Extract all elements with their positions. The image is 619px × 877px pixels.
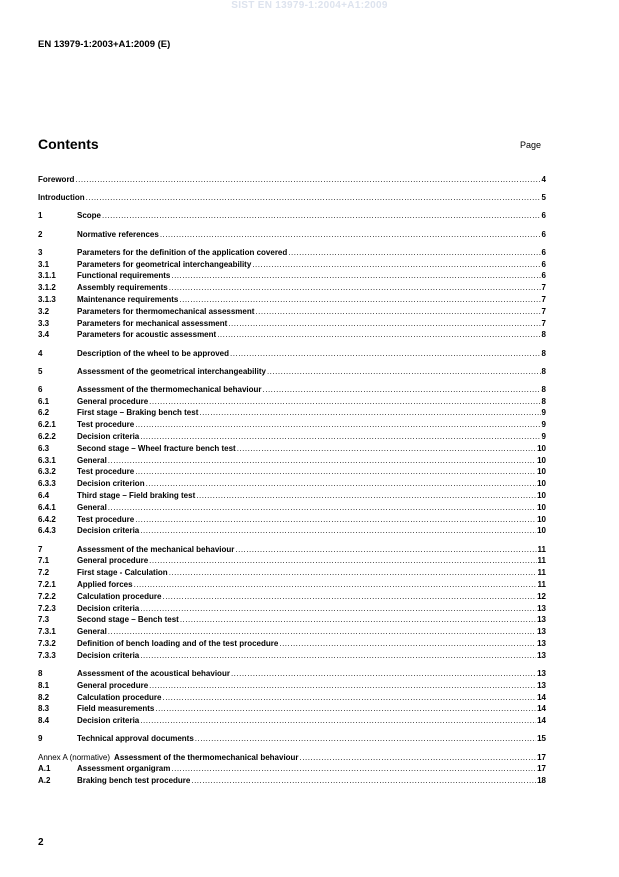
contents-title: Contents [38,136,99,152]
toc-entry-number: 6.3.3 [38,479,56,489]
toc-entry-number: 3.1.1 [38,271,56,281]
toc-leader-dots [169,567,537,579]
toc-entry[interactable] [38,366,546,378]
toc-entry-page: 13 [537,627,546,637]
toc-entry-number: Annex A (normative) [38,752,111,762]
toc-entry[interactable] [38,703,546,715]
toc-entry-number: 6.4.3 [38,526,56,536]
toc-entry-title: Test procedure [77,420,135,430]
toc-entry-page: 11 [537,556,546,566]
toc-entry-number: 6.2.1 [38,420,56,430]
toc-entry-page: 17 [537,752,546,762]
toc-leader-dots [180,614,536,626]
toc-entry[interactable] [38,174,546,186]
toc-entry-page: 6 [541,211,546,221]
toc-entry[interactable] [38,490,546,502]
toc-entry[interactable] [38,466,546,478]
toc-entry[interactable] [38,763,546,775]
toc-entry[interactable] [38,259,546,271]
toc-leader-dots [140,603,536,615]
toc-entry-number: Introduction [38,193,85,203]
toc-leader-dots [160,229,541,241]
toc-entry[interactable] [38,692,546,704]
toc-entry-title: Decision criterion [77,479,145,489]
toc-entry[interactable] [38,329,546,341]
toc-entry[interactable] [38,544,546,556]
toc-entry[interactable] [38,525,546,537]
toc-entry-number: 3.1 [38,259,50,269]
toc-leader-dots [140,431,540,443]
toc-leader-dots [228,318,540,330]
toc-entry-title: Assembly requirements [77,283,168,293]
toc-entry-number: 6.4 [38,491,50,501]
toc-leader-dots [135,514,536,526]
toc-entry-page: 17 [537,764,546,774]
toc-entry[interactable] [38,443,546,455]
toc-leader-dots [135,466,536,478]
toc-entry-number: 8.2 [38,692,50,702]
toc-leader-dots [300,752,537,764]
toc-entry[interactable] [38,294,546,306]
toc-entry[interactable] [38,579,546,591]
toc-leader-dots [140,715,536,727]
toc-entry-page: 13 [537,615,546,625]
toc-entry-title: Test procedure [77,514,135,524]
toc-entry[interactable] [38,384,546,396]
toc-entry-title: Parameters for mechanical assessment [77,318,228,328]
toc-entry-title: Description of the wheel to be approved [77,348,230,358]
toc-leader-dots [135,419,540,431]
toc-entry-number: 5 [38,366,43,376]
toc-entry[interactable] [38,733,546,745]
toc-entry-page: 8 [541,330,546,340]
toc-entry-number: 7.2 [38,568,50,578]
toc-entry-title: General procedure [77,556,149,566]
toc-leader-dots [171,763,536,775]
toc-entry-title: Decision criteria [77,432,140,442]
toc-leader-dots [191,775,536,787]
toc-entry-title: First stage – Braking bench test [77,408,199,418]
toc-entry-page: 10 [537,514,546,524]
toc-entry[interactable] [38,502,546,514]
toc-entry-page: 6 [541,247,546,257]
toc-entry-page: 10 [537,479,546,489]
toc-entry-title: Third stage – Field braking test [77,491,196,501]
toc-entry-title: Decision criteria [77,650,140,660]
toc-entry-title: Second stage – Wheel fracture bench test [77,443,236,453]
toc-entry-number: 3 [38,247,43,257]
toc-entry-page: 10 [537,491,546,501]
toc-entry-page: 13 [537,669,546,678]
toc-entry-page: 7 [541,294,546,304]
toc-leader-dots [146,478,537,490]
toc-entry-number: 7.2.2 [38,591,56,601]
toc-leader-dots [86,192,541,204]
toc-entry-number: 7.3.2 [38,639,56,649]
table-of-contents [38,174,546,787]
toc-leader-dots [263,384,541,396]
page-number: 2 [38,837,44,848]
toc-entry[interactable] [38,229,546,241]
toc-entry-title: Technical approval documents [77,734,194,744]
toc-entry[interactable] [38,567,546,579]
toc-entry-title: Assessment organigram [77,764,171,774]
toc-entry-number: 6.2.2 [38,432,56,442]
toc-leader-dots [267,366,541,378]
toc-leader-dots [140,650,536,662]
toc-leader-dots [199,407,540,419]
toc-entry-number: 7.1 [38,556,50,566]
toc-entry-page: 18 [537,776,546,786]
toc-entry[interactable] [38,419,546,431]
toc-entry[interactable] [38,192,546,204]
toc-entry-number: 7.3.1 [38,627,56,637]
toc-entry-title: Assessment of the mechanical behaviour [77,544,235,554]
toc-entry-title: General [77,627,107,637]
toc-entry-page: 11 [537,580,546,590]
toc-entry-page: 9 [541,432,546,442]
toc-entry-number: 8.4 [38,716,50,726]
toc-entry[interactable] [38,348,546,360]
toc-entry-number: 3.3 [38,318,50,328]
toc-leader-dots [108,502,536,514]
toc-entry-title: Parameters for thermomechanical assessment [77,306,255,316]
toc-entry-title: Normative references [77,229,159,239]
toc-entry-number: 7.3.3 [38,650,56,660]
toc-leader-dots [255,306,540,318]
toc-entry-page: 8 [541,396,546,406]
toc-entry[interactable] [38,650,546,662]
toc-entry-page: 10 [537,455,546,465]
toc-entry-page: 14 [537,716,546,726]
toc-entry-number: 6.3.1 [38,455,56,465]
toc-entry[interactable] [38,282,546,294]
toc-entry[interactable] [38,514,546,526]
toc-entry-page: 12 [537,591,546,601]
toc-leader-dots [169,282,541,294]
toc-entry-title: Assessment of the thermomechanical behaviour [114,752,299,762]
toc-leader-dots [162,692,536,704]
toc-entry-number: 3.4 [38,330,50,340]
toc-entry-number: 9 [38,734,43,744]
toc-entry-page: 15 [537,734,546,744]
toc-entry-title: Assessment of the acoustical behaviour [77,669,230,678]
toc-entry-title: Parameters for the definition of the application covered [77,247,288,257]
toc-entry[interactable] [38,210,546,222]
toc-leader-dots [140,525,536,537]
toc-leader-dots [252,259,540,271]
toc-entry-page: 13 [537,603,546,613]
toc-entry-page: 8 [541,366,546,376]
toc-entry[interactable] [38,247,546,259]
toc-entry[interactable] [38,591,546,603]
toc-entry-title: First stage - Calculation [77,568,168,578]
toc-leader-dots [279,638,536,650]
toc-entry-page: 10 [537,443,546,453]
toc-entry[interactable] [38,715,546,727]
toc-entry-title: Braking bench test procedure [77,776,191,786]
toc-leader-dots [195,733,536,745]
toc-entry[interactable] [38,603,546,615]
toc-entry[interactable] [38,668,546,680]
toc-entry-page: 7 [541,283,546,293]
toc-entry[interactable] [38,752,546,764]
toc-entry-page: 6 [541,229,546,239]
watermark: SIST EN 13979-1:2004+A1:2009 [231,0,388,11]
toc-entry-page: 10 [537,526,546,536]
toc-entry-title: Decision criteria [77,603,140,613]
toc-leader-dots [171,270,540,282]
toc-entry-number: 8.3 [38,704,50,714]
toc-entry-number: 3.1.3 [38,294,56,304]
toc-entry-number: 2 [38,229,43,239]
toc-entry-title: Scope [77,211,102,221]
toc-entry-number: A.1 [38,764,51,774]
toc-entry-page: 14 [537,692,546,702]
toc-leader-dots [155,703,536,715]
toc-entry[interactable] [38,680,546,692]
toc-leader-dots [162,591,536,603]
toc-entry-number: 8 [38,669,43,678]
toc-entry-title: Applied forces [77,580,133,590]
toc-leader-dots [108,626,536,638]
toc-entry-number: 7.3 [38,615,50,625]
toc-entry[interactable] [38,775,546,787]
toc-entry-page: 4 [541,175,546,184]
toc-entry-title: Field measurements [77,704,155,714]
toc-entry-page: 8 [541,384,546,394]
toc-entry-title: Calculation procedure [77,692,162,702]
toc-entry-title: General procedure [77,680,149,690]
toc-entry-number: 6.2 [38,408,50,418]
toc-entry-number: 6.1 [38,396,50,406]
toc-entry-page: 9 [541,420,546,430]
toc-entry-page: 8 [541,348,546,358]
toc-leader-dots [149,555,536,567]
toc-entry-page: 5 [541,193,546,203]
toc-entry-title: Parameters for geometrical interchangeability [77,259,252,269]
document-id: EN 13979-1:2003+A1:2009 (E) [38,39,171,50]
toc-leader-dots [235,544,536,556]
toc-entry-title: Decision criteria [77,526,140,536]
toc-entry[interactable] [38,407,546,419]
toc-entry-title: Assessment of the geometrical interchangeability [77,366,266,376]
toc-entry[interactable] [38,318,546,330]
toc-entry-title: Test procedure [77,467,135,477]
toc-entry-number: 6 [38,384,43,394]
toc-entry-number: 6.3.2 [38,467,56,477]
toc-leader-dots [231,668,536,680]
toc-entry-page: 10 [537,467,546,477]
toc-entry-title: Functional requirements [77,271,171,281]
toc-entry-title: Assessment of the thermomechanical behaviour [77,384,262,394]
toc-entry-number: Foreword [38,175,75,184]
toc-entry-number: 7.2.3 [38,603,56,613]
toc-entry-number: 1 [38,211,43,221]
toc-leader-dots [75,174,540,186]
toc-entry-title: Calculation procedure [77,591,162,601]
toc-leader-dots [196,490,536,502]
toc-entry-title: General procedure [77,396,149,406]
toc-entry[interactable] [38,614,546,626]
toc-entry-number: 3.1.2 [38,283,56,293]
page-column-label: Page [520,140,542,150]
toc-entry-number: 6.4.2 [38,514,56,524]
toc-entry-number: 7.2.1 [38,580,56,590]
toc-leader-dots [237,443,536,455]
toc-entry[interactable] [38,270,546,282]
toc-entry-number: 6.3 [38,443,50,453]
toc-entry-title: Second stage – Bench test [77,615,179,625]
toc-leader-dots [102,210,541,222]
toc-leader-dots [149,396,540,408]
toc-entry-title: Definition of bench loading and of the test procedure [77,639,279,649]
toc-entry-title: Maintenance requirements [77,294,179,304]
toc-leader-dots [179,294,540,306]
toc-entry-page: 13 [537,680,546,690]
toc-leader-dots [217,329,540,341]
toc-leader-dots [149,680,536,692]
toc-entry[interactable] [38,638,546,650]
toc-entry[interactable] [38,396,546,408]
toc-entry-number: 4 [38,348,43,358]
toc-leader-dots [108,455,536,467]
toc-entry-page: 9 [541,408,546,418]
toc-entry-number: 8.1 [38,680,50,690]
toc-entry-number: 7 [38,544,43,554]
toc-entry-number: 3.2 [38,306,50,316]
toc-entry-page: 13 [537,639,546,649]
toc-leader-dots [230,348,541,360]
toc-entry-page: 6 [541,259,546,269]
toc-entry-page: 11 [537,568,546,578]
toc-entry[interactable] [38,455,546,467]
toc-entry-title: General [77,455,107,465]
toc-entry-page: 6 [541,271,546,281]
toc-entry-page: 7 [541,318,546,328]
toc-leader-dots [288,247,540,259]
toc-entry-page: 7 [541,306,546,316]
toc-entry-title: General [77,502,107,512]
toc-entry[interactable] [38,431,546,443]
toc-entry-page: 10 [537,502,546,512]
toc-entry-page: 11 [537,544,546,554]
toc-entry-title: Parameters for acoustic assessment [77,330,217,340]
toc-leader-dots [134,579,537,591]
toc-entry[interactable] [38,306,546,318]
toc-entry-page: 14 [537,704,546,714]
toc-entry-number: 6.4.1 [38,502,56,512]
toc-entry-number: A.2 [38,776,51,786]
toc-entry-title: Decision criteria [77,716,140,726]
toc-entry[interactable] [38,478,546,490]
toc-entry[interactable] [38,555,546,567]
toc-entry[interactable] [38,626,546,638]
toc-entry-page: 13 [537,650,546,660]
